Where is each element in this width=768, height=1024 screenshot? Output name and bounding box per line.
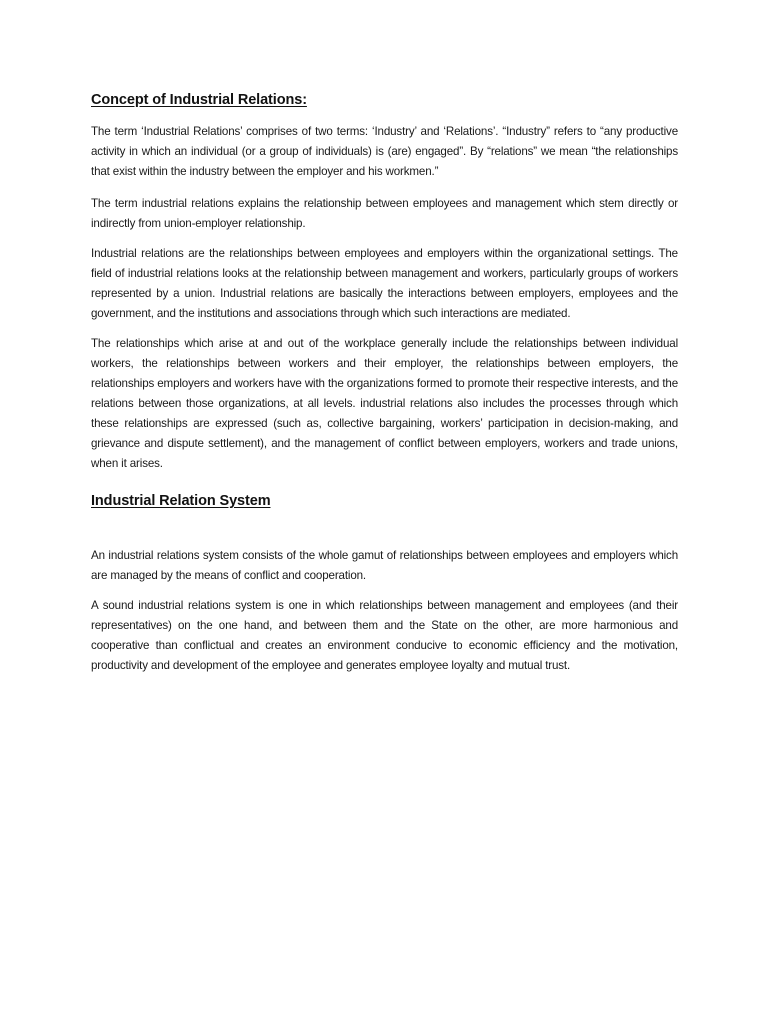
section-heading-system: Industrial Relation System xyxy=(91,493,271,509)
paragraph-union-employer-relationship: The term industrial relations explains the relationship between employees and management which stem directly or indirectly from union-employer relationship. xyxy=(91,197,678,230)
paragraph-workplace-relationships: The relationships which arise at and out of the workplace generally include the relationships between individual workers, the relationships between workers and their employer, the relationships between employers, the relationships employers and workers have with the organizations formed to promote their respective interests, and the relations between those organizations, at all levels. industrial relations also includes the processes through which these relationships are expressed (such as, collective bargaining, workers’ participation in decision-making, and grievance and dispute settlement), and the management of conflict between employers, workers and trade unions, when it arises. xyxy=(91,337,678,470)
paragraph-sound-system: A sound industrial relations system is one in which relationships between management and employees (and their representatives) on the one hand, and between them and the State on the other, are more harmonious and cooperative than conflictual and creates an environment conducive to economic efficiency and the motivation, productivity and development of the employee and generates employee loyalty and mutual trust. xyxy=(91,599,678,672)
paragraph-organizational-settings: Industrial relations are the relationships between employees and employers within the organizational settings. The field of industrial relations looks at the relationship between management and workers, particularly groups of workers represented by a union. Industrial relations are basically the interactions between employers, employees and the government, and the institutions and associations through which such interactions are mediated. xyxy=(91,247,678,320)
section-heading-concept: Concept of Industrial Relations: xyxy=(91,92,307,108)
paragraph-industrial-relations-definition: The term ‘Industrial Relations’ comprises of two terms: ‘Industry’ and ‘Relations’. “Industry” refers to “any productive activity in which an individual (or a group of individuals) is (are) engaged”. By “relations” we mean “the relationships that exist within the industry between the employer and his workmen.” xyxy=(91,125,678,178)
paragraph-system-definition: An industrial relations system consists of the whole gamut of relationships between employees and employers which are managed by the means of conflict and cooperation. xyxy=(91,549,678,582)
document-body xyxy=(91,88,678,676)
